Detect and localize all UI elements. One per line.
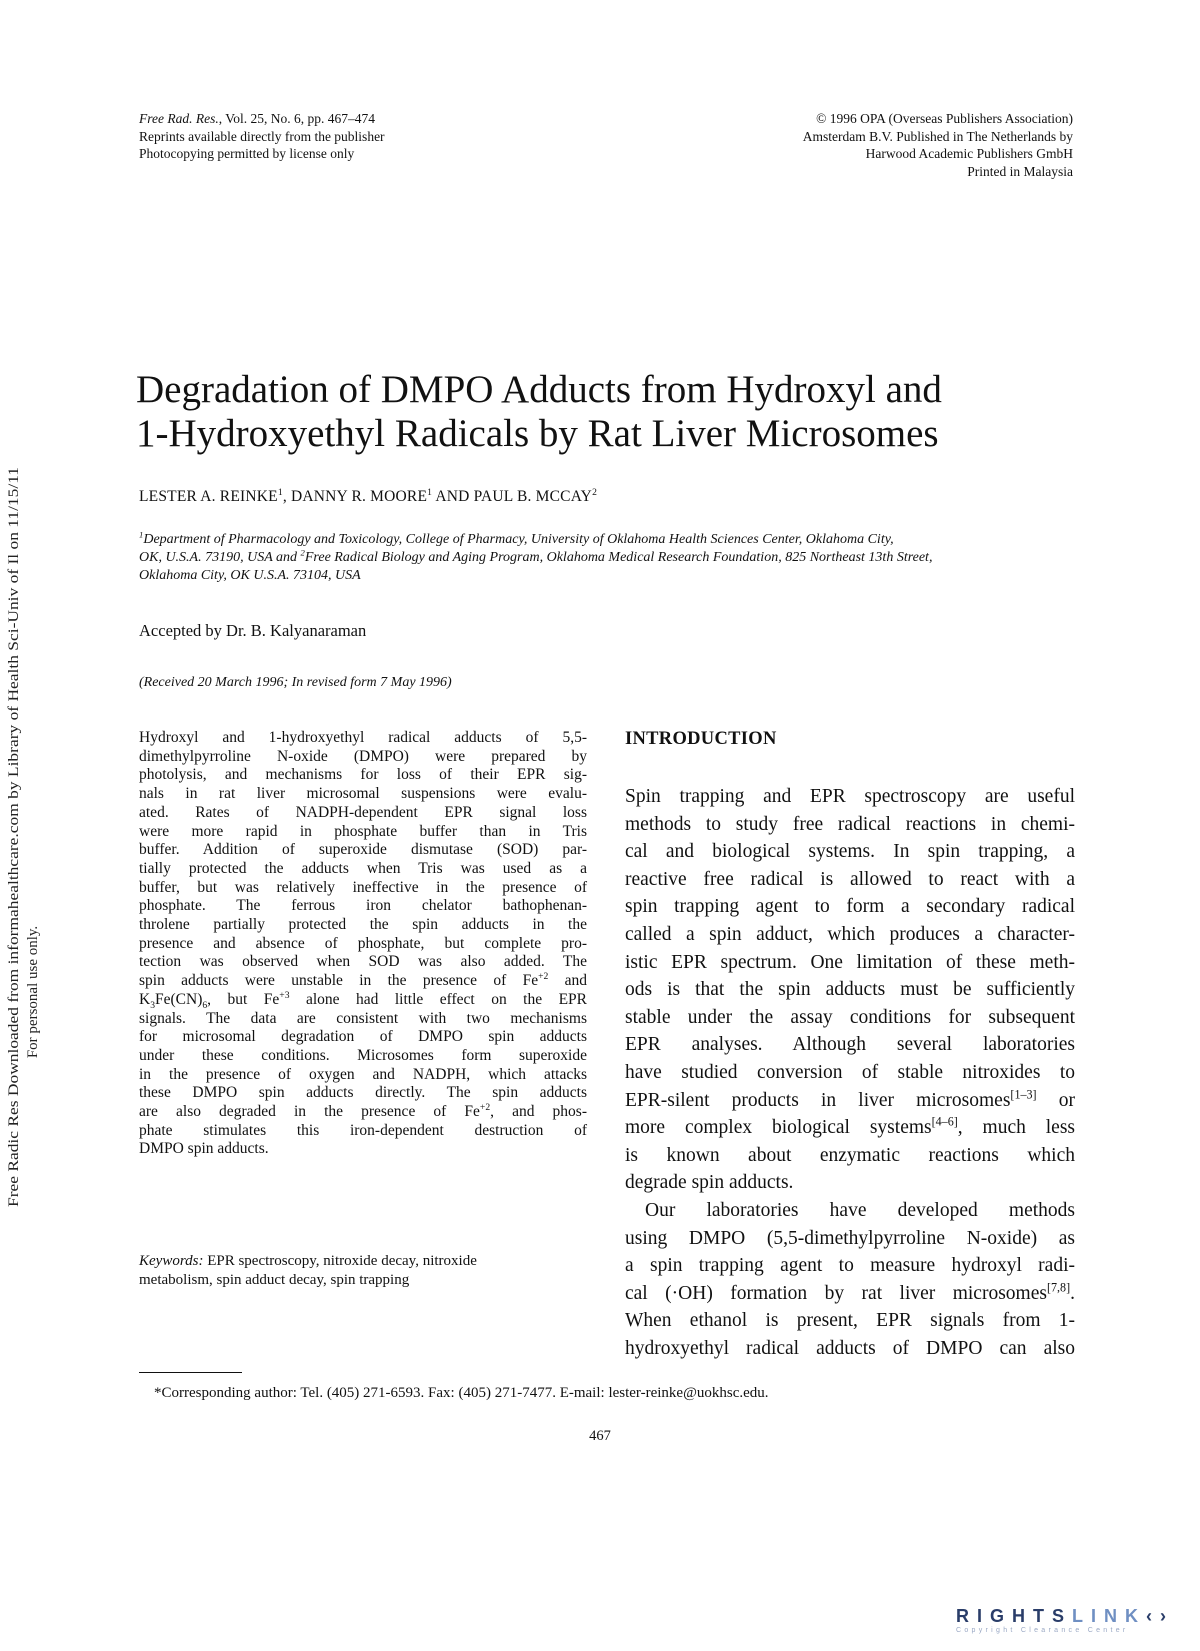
charge-superscript: +2 [538, 970, 549, 982]
author-mark: 1 [277, 486, 283, 498]
title-line-1: Degradation of DMPO Adducts from Hydroxyl and [136, 368, 942, 411]
affiliation-line-2 [139, 549, 1079, 567]
affiliations [139, 531, 1079, 585]
affiliation-mark: 1 [139, 529, 144, 540]
intro-line: EPR analyses. Although several laboratories [625, 1034, 1075, 1056]
intro-line [625, 1114, 1075, 1142]
side-watermark-line1: Free Radic Res Downloaded from informahealthcare.com by Library of Health Sci-Univ of Il on 11/15/11 [6, 570, 22, 1207]
abstract-line: phate stimulates this iron-dependent destruction of [139, 1121, 587, 1139]
author-mark: 1 [427, 486, 433, 498]
printed-in: Printed in Malaysia [967, 163, 1073, 179]
rightslink-word-a: RIGHTS [956, 1606, 1073, 1626]
affiliation-line-1 [139, 531, 1079, 549]
abstract-line: buffer, but was relatively ineffective in the presence of [139, 878, 587, 896]
author-mark: 2 [592, 486, 598, 498]
keywords-line-1 [139, 1252, 587, 1271]
author-name: LESTER A. REINKE [139, 488, 278, 505]
copyright-line: © 1996 OPA (Overseas Publishers Association) [816, 111, 1073, 126]
keywords-label: Keywords: [139, 1253, 204, 1269]
intro-line: methods to study free radical reactions in chemi- [625, 813, 1075, 835]
abstract-line: tially protected the adducts when Tris was used as a [139, 859, 587, 877]
rightslink-logo [956, 1606, 1175, 1638]
affiliation-text: OK, U.S.A. 73190, USA and [139, 550, 301, 565]
footnote-rule [139, 1372, 242, 1373]
abstract-line: in the presence of oxygen and NADPH, which attacks [139, 1065, 587, 1083]
charge-superscript: +3 [279, 989, 290, 1001]
abstract-line: these DMPO spin adducts directly. The spin adducts [139, 1084, 587, 1102]
abstract-line: DMPO spin adducts. [139, 1140, 269, 1158]
abstract-line: dimethylpyrroline N-oxide (DMPO) were prepared by [139, 747, 587, 765]
intro-line: have studied conversion of stable nitroxides to [625, 1061, 1075, 1083]
intro-line: hydroxyethyl radical adducts of DMPO can also [625, 1337, 1075, 1359]
intro-text: EPR-silent products in liver microsomes [625, 1089, 1011, 1111]
section-heading-introduction: INTRODUCTION [625, 729, 777, 749]
received-dates: (Received 20 March 1996; In revised form 7 May 1996) [139, 675, 452, 690]
intro-line [625, 1087, 1075, 1115]
author-name: PAUL B. MCCAY [473, 488, 593, 505]
abstract-line: were more rapid in phosphate buffer than in Tris [139, 822, 587, 840]
abstract-text: , but Fe [207, 990, 280, 1008]
reprints-note: Reprints available directly from the publisher [139, 128, 385, 144]
intro-text: , much less [957, 1117, 1075, 1139]
abstract [139, 729, 587, 1159]
affiliation-mark: 2 [300, 547, 305, 558]
article-title [136, 368, 1066, 456]
journal-name: Free Rad. Res. [139, 111, 219, 126]
abstract-line [139, 972, 587, 991]
citation-ref: [1–3] [1010, 1087, 1037, 1102]
intro-text: or [1036, 1089, 1075, 1111]
intro-line: called a spin adduct, which produces a character- [625, 923, 1075, 945]
journal-citation [139, 110, 559, 128]
citation-details: , Vol. 25, No. 6, pp. 467–474 [218, 111, 375, 126]
abstract-line [139, 991, 587, 1010]
intro-text: cal (·OH) formation by rat liver microsomes [625, 1282, 1047, 1304]
formula-subscript: 3 [150, 999, 155, 1011]
title-line-2: 1-Hydroxyethyl Radicals by Rat Liver Microsomes [136, 412, 939, 455]
intro-line: istic EPR spectrum. One limitation of these meth- [625, 951, 1075, 973]
abstract-text: are also degraded in the presence of Fe [139, 1103, 480, 1121]
abstract-line: presence and absence of phosphate, but complete pro- [139, 934, 587, 952]
intro-text: more complex biological systems [625, 1117, 932, 1139]
publisher-line: Amsterdam B.V. Published in The Netherlands by [802, 128, 1073, 144]
affiliation-text: Department of Pharmacology and Toxicology, College of Pharmacy, University of Oklahoma Health Sciences Center, Oklahoma City, [143, 532, 894, 547]
citation-ref: [7,8] [1046, 1280, 1071, 1295]
intro-line: a spin trapping agent to measure hydroxyl radi- [625, 1255, 1075, 1277]
intro-line: spin trapping agent to form a secondary radical [625, 896, 1075, 918]
abstract-line: under these conditions. Microsomes form superoxide [139, 1046, 587, 1064]
intro-text: . [1070, 1282, 1075, 1304]
rightslink-wordmark [956, 1606, 1175, 1626]
abstract-line: signals. The data are consistent with two mechanisms [139, 1009, 587, 1027]
abstract-text: , and phos- [490, 1103, 587, 1121]
affiliation-line-3: Oklahoma City, OK U.S.A. 73104, USA [139, 568, 361, 583]
charge-superscript: +2 [479, 1101, 491, 1113]
abstract-line: buffer. Addition of superoxide dismutase (SOD) par- [139, 841, 587, 859]
rightslink-arrows-icon: ‹› [1146, 1606, 1175, 1626]
citation-ref: [4–6] [931, 1114, 958, 1129]
abstract-text: spin adducts were unstable in the presence of Fe [139, 972, 539, 990]
abstract-line [139, 1103, 587, 1122]
author-list [139, 488, 1039, 506]
rightslink-tagline: Copyright Clearance Center [956, 1627, 1129, 1634]
keywords-line-2: metabolism, spin adduct decay, spin trapping [139, 1271, 410, 1288]
page-number: 467 [589, 1428, 611, 1444]
author-separator: , [282, 488, 291, 505]
abstract-line: tection was observed when SOD was also added. The [139, 953, 587, 971]
side-watermark-line2: For personal use only. [25, 925, 41, 1059]
keywords [139, 1252, 587, 1289]
abstract-line: phosphate. The ferrous iron chelator bathophenan- [139, 897, 587, 915]
publisher-name: Harwood Academic Publishers GmbH [865, 146, 1073, 161]
intro-line [625, 1280, 1075, 1308]
corresponding-author-footnote: *Corresponding author: Tel. (405) 271-6593. Fax: (405) 271-7477. E-mail: lester-reinke@uokhsc.edu. [154, 1385, 769, 1401]
abstract-line: photolysis, and mechanisms for loss of their EPR sig- [139, 766, 587, 784]
journal-header-left [139, 110, 559, 163]
abstract-text: alone had little effect on the EPR [289, 990, 587, 1008]
affiliation-text: Free Radical Biology and Aging Program, Oklahoma Medical Research Foundation, 825 Northeast 13th Street, [304, 550, 933, 565]
intro-line: When ethanol is present, EPR signals from 1- [625, 1310, 1075, 1332]
intro-line: stable under the assay conditions for subsequent [625, 1006, 1075, 1028]
intro-line: using DMPO (5,5-dimethylpyrroline N-oxide) as [625, 1227, 1075, 1249]
journal-header-right [633, 110, 1073, 180]
abstract-line: Hydroxyl and 1-hydroxyethyl radical adducts of 5,5- [139, 729, 587, 746]
intro-line: Spin trapping and EPR spectroscopy are useful [625, 786, 1075, 807]
author-name: DANNY R. MOORE [290, 488, 428, 505]
keywords-text: EPR spectroscopy, nitroxide decay, nitroxide [203, 1253, 477, 1269]
introduction-body [625, 783, 1075, 1362]
abstract-line: nals in rat liver microsomal suspensions were evalu- [139, 785, 587, 803]
author-separator: AND [432, 488, 474, 505]
abstract-text: K [139, 990, 151, 1008]
accepted-by: Accepted by Dr. B. Kalyanaraman [139, 621, 367, 640]
intro-line: reactive free radical is allowed to react with a [625, 868, 1075, 890]
intro-line: degrade spin adducts. [625, 1172, 794, 1194]
intro-line: is known about enzymatic reactions which [625, 1144, 1075, 1166]
abstract-line: ated. Rates of NADPH-dependent EPR signal loss [139, 803, 587, 821]
intro-line: cal and biological systems. In spin trapping, a [625, 841, 1075, 863]
abstract-line: for microsomal degradation of DMPO spin adducts [139, 1028, 587, 1046]
intro-line: ods is that the spin adducts must be sufficiently [625, 979, 1075, 1001]
abstract-text: Fe(CN) [155, 990, 203, 1008]
intro-line: Our laboratories have developed methods [645, 1199, 1075, 1221]
rightslink-word-b: LINK [1072, 1606, 1147, 1626]
photocopy-note: Photocopying permitted by license only [139, 146, 355, 161]
abstract-line: throlene partially protected the spin adducts in the [139, 916, 587, 934]
formula-subscript: 6 [202, 999, 208, 1011]
side-watermark [0, 462, 48, 1212]
abstract-text: and [548, 972, 587, 990]
